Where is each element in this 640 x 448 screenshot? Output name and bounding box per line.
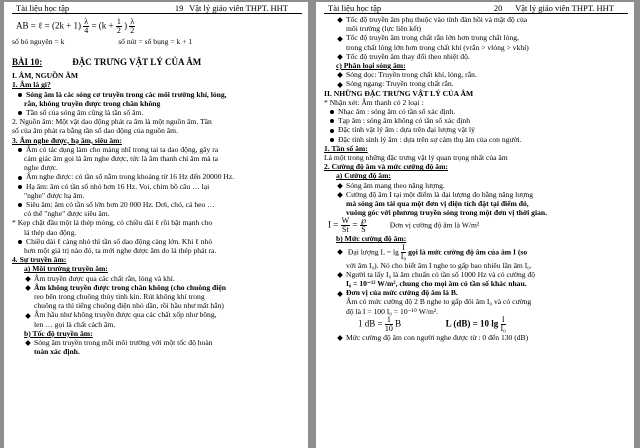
diamond-bullet-icon bbox=[337, 54, 343, 60]
paragraph-line: hơn một giá trị nào đó, ta mới nghe được âm do lá thép phát ra. bbox=[24, 246, 217, 256]
paragraph-line: nghe được. bbox=[24, 163, 58, 173]
page-number: 20 bbox=[493, 3, 503, 13]
paragraph-line: chuông ra thì tiếng chuông điện nhỏ dần, rồi hầu như mất hẳn) bbox=[34, 301, 224, 311]
list-item: Âm không truyền được trong chân không (cho chuông điện bbox=[12, 283, 302, 292]
list-item: Sóng dọc: Truyền trong chất khí, lỏng, rắn. bbox=[324, 70, 628, 79]
list-item: Tốc độ truyền âm phụ thuộc vào tính đàn hồi và mật độ của bbox=[324, 15, 628, 24]
page-header bbox=[12, 2, 302, 14]
subsection-heading: a) Cường độ âm: bbox=[336, 171, 391, 181]
paragraph-line: cảm giác âm gọi là âm nghe được, tức là âm thanh chỉ âm mà ta bbox=[24, 154, 219, 164]
bullet-icon bbox=[18, 176, 22, 180]
list-item: Tạp âm : sóng âm không có tần số xác định bbox=[324, 116, 628, 125]
bullet-icon bbox=[18, 148, 22, 152]
page-header bbox=[324, 2, 628, 14]
header-right: Vật lý giáo viên THPT. HHT bbox=[189, 3, 288, 13]
subsection-heading: 1. Tần số âm: bbox=[324, 143, 368, 153]
diamond-bullet-icon bbox=[25, 276, 31, 282]
header-right: Vật lý giáo viên THPT. HHT bbox=[515, 3, 614, 13]
left-page bbox=[4, 2, 308, 448]
list-item: Sóng âm mang theo năng lượng. bbox=[324, 181, 628, 190]
diamond-bullet-icon bbox=[25, 313, 31, 319]
paragraph-line: vuông góc với phương truyền sóng trong một đơn vị thời gian. bbox=[346, 208, 547, 218]
list-item: Âm có tác dụng làm cho màng nhĩ trong tai ta dao động, gây ra bbox=[12, 145, 302, 154]
diamond-bullet-icon bbox=[337, 17, 343, 23]
paragraph-line: 2. Nguồn âm: Một vật dao động phát ra âm là một nguồn âm. Tần bbox=[12, 117, 212, 127]
list-item: Âm truyền được qua các chất rắn, lỏng và khí. bbox=[12, 274, 302, 283]
paragraph-line: môi trường (lực liên kết) bbox=[346, 24, 422, 34]
subsection-heading: 3. Âm nghe được, hạ âm, siêu âm: bbox=[12, 135, 123, 145]
paragraph-line: độ là I = 100 I₀ = 10⁻¹⁰ W/m². bbox=[346, 306, 439, 316]
diamond-bullet-icon bbox=[25, 341, 31, 347]
standing-wave-formula: AB = ℓ = (2k + 1) $\frac{\lambda}{4}$ = (k + $\frac{1}{2}$ ) $\frac{\lambda}{2}$ bbox=[16, 17, 135, 35]
subsection-heading: c) Phân loại sóng âm: bbox=[336, 61, 406, 71]
list-item: Tần số của sóng âm cũng là tần số âm. bbox=[12, 108, 302, 117]
list-item: Nhạc âm : sóng âm có tần số xác định. bbox=[324, 107, 628, 116]
section-heading: I. ÂM, NGUỒN ÂM bbox=[12, 71, 79, 81]
paragraph-line: trong chất lỏng lớn hơn trong chất khí (vrắn > vlỏng > vkhí) bbox=[346, 42, 529, 52]
paragraph-line: toàn xác định. bbox=[34, 347, 80, 357]
diamond-bullet-icon bbox=[337, 183, 343, 189]
list-item: Siêu âm: âm có tần số lớn hơn 20 000 Hz. Dơi, chó, cá heo … bbox=[12, 200, 302, 209]
list-item: Đơn vị của mức cường độ âm là B. bbox=[324, 288, 628, 297]
diamond-bullet-icon bbox=[337, 291, 343, 297]
list-item: Chiều dài ℓ càng nhỏ thì tần số dao động càng lớn. Khi ℓ nhỏ bbox=[12, 237, 302, 246]
paragraph-line: lá thép dao động. bbox=[24, 227, 77, 237]
subsection-heading: b) Tốc độ truyền âm: bbox=[24, 328, 93, 338]
bullet-icon bbox=[18, 111, 22, 115]
paragraph-line: số của âm phát ra bằng tần số dao động của nguồn âm. bbox=[12, 126, 178, 136]
subsection-heading: 1. Âm là gì? bbox=[12, 80, 51, 90]
list-item: rắn, không truyền được trong chân không bbox=[24, 98, 161, 108]
list-item: Người ta lấy I₀ là âm chuẩn có tần số 1000 Hz và có cường độ bbox=[324, 270, 628, 279]
list-item: Cường độ âm I tại một điểm là đại lượng đo bằng năng lượng bbox=[324, 190, 628, 199]
page-number: 19 bbox=[174, 3, 184, 13]
diamond-bullet-icon bbox=[337, 335, 343, 341]
paragraph-line: "nghe" được hạ âm. bbox=[24, 190, 85, 200]
subsection-heading: b) Mức cường độ âm: bbox=[336, 234, 407, 244]
bullet-icon bbox=[330, 110, 334, 114]
diamond-bullet-icon bbox=[337, 192, 343, 198]
paragraph-line: Âm có mức cường độ 2 B nghe to gấp đôi âm I₀ và có cường bbox=[346, 297, 532, 307]
paragraph-line: * Nhận xét: Âm thanh có 2 loại : bbox=[324, 97, 424, 107]
section-heading: II. NHỮNG ĐẶC TRƯNG VẬT LÝ CỦA ÂM bbox=[324, 88, 474, 98]
diamond-bullet-icon bbox=[337, 249, 343, 255]
bullet-icon bbox=[330, 129, 334, 133]
subsection-heading: 4. Sự truyền âm: bbox=[12, 255, 67, 265]
header-left: Tài liệu học tập bbox=[328, 3, 382, 13]
paragraph-line: mà sóng âm tải qua một đơn vị diện tích đặt tại điểm đó, bbox=[346, 199, 529, 209]
list-item: Sóng âm là các sóng cơ truyền trong các môi trường khí, lỏng, bbox=[12, 90, 302, 99]
list-item: Hạ âm: âm có tần số nhỏ hơn 16 Hz. Voi, chim bồ câu … lại bbox=[12, 182, 302, 191]
bullet-icon bbox=[330, 138, 334, 142]
subsection-heading: 2. Cường độ âm và mức cường độ âm: bbox=[324, 162, 448, 172]
right-page bbox=[316, 2, 634, 448]
node-count-line: số bó nguyên = k số nút = số bụng = k + 1 bbox=[12, 37, 193, 46]
diamond-bullet-icon bbox=[337, 36, 343, 42]
diamond-bullet-icon bbox=[25, 285, 31, 291]
list-item: Sóng ngang: Truyền trong chất rắn. bbox=[324, 79, 628, 88]
list-item: Mức cường độ âm con người nghe được từ : 0 đến 130 (dB) bbox=[324, 333, 628, 342]
list-item: Âm nghe được: có tần số nằm trong khoảng từ 16 Hz đến 20000 Hz. bbox=[12, 172, 302, 181]
level-definition: Đại lượng L = lg $\frac{I}{\text{I₀}}$ gọi là mức cường độ âm của âm I (so bbox=[324, 244, 628, 261]
list-item: Âm hầu như không truyền được qua các chất xốp như bông, bbox=[12, 310, 302, 319]
lesson-title: BÀI 10: ĐẶC TRƯNG VẬT LÝ CỦA ÂM bbox=[12, 57, 202, 68]
bullet-icon bbox=[18, 185, 22, 189]
diamond-bullet-icon bbox=[337, 82, 343, 88]
bullet-icon bbox=[18, 93, 22, 97]
diamond-bullet-icon bbox=[337, 272, 343, 278]
paragraph-line: với âm I₀). Nó cho biết âm I nghe to gấp bao nhiêu lần âm I₀. bbox=[346, 260, 532, 270]
bullet-icon bbox=[330, 119, 334, 123]
list-item: Sóng âm truyền trong mỗi môi trường với một tốc độ hoàn bbox=[12, 338, 302, 347]
intensity-formula: I = $\frac{W}{St}$ = $\frac{℘}{S}$ Đơn vị cường độ âm là W/m² bbox=[328, 216, 480, 235]
decibel-formula: 1 dB = $\frac{1}{10}$ B L (dB) = 10 lg $\frac{I}{\text{I₀}}$ bbox=[358, 314, 506, 333]
paragraph-line: len … gọi là chất cách âm. bbox=[34, 319, 116, 329]
list-item: Đặc tính vật lý âm : dựa trên đại lượng vật lý bbox=[324, 125, 628, 134]
header-left: Tài liệu học tập bbox=[16, 3, 70, 13]
paragraph-line: Là một trong những đặc trưng vật lý quan trọng nhất của âm bbox=[324, 153, 508, 163]
paragraph-line: I₀ = 10⁻¹² W/m², chung cho mọi âm có tần số khác nhau. bbox=[346, 279, 527, 289]
list-item: Đặc tính sinh lý âm : dựa trên sự cảm thụ âm của con người. bbox=[324, 135, 628, 144]
paragraph-line: * Kẹp chặt đầu một lá thép mỏng, có chiều dài ℓ rồi bật mạnh cho bbox=[12, 218, 213, 228]
list-item: Tốc độ truyền âm trong chất rắn lớn hơn trong chất lỏng, bbox=[324, 33, 628, 42]
list-item: Tốc độ truyền âm thay đổi theo nhiệt độ. bbox=[324, 52, 628, 61]
paragraph-line: reo bên trong chuông thủy tinh kín. Rút không khí trong bbox=[34, 292, 205, 302]
diamond-bullet-icon bbox=[337, 73, 343, 79]
bullet-icon bbox=[18, 203, 22, 207]
bullet-icon bbox=[18, 240, 22, 244]
subsection-heading: a) Môi trường truyền âm: bbox=[24, 264, 108, 274]
paragraph-line: có thể "nghe" được siêu âm. bbox=[24, 209, 110, 219]
